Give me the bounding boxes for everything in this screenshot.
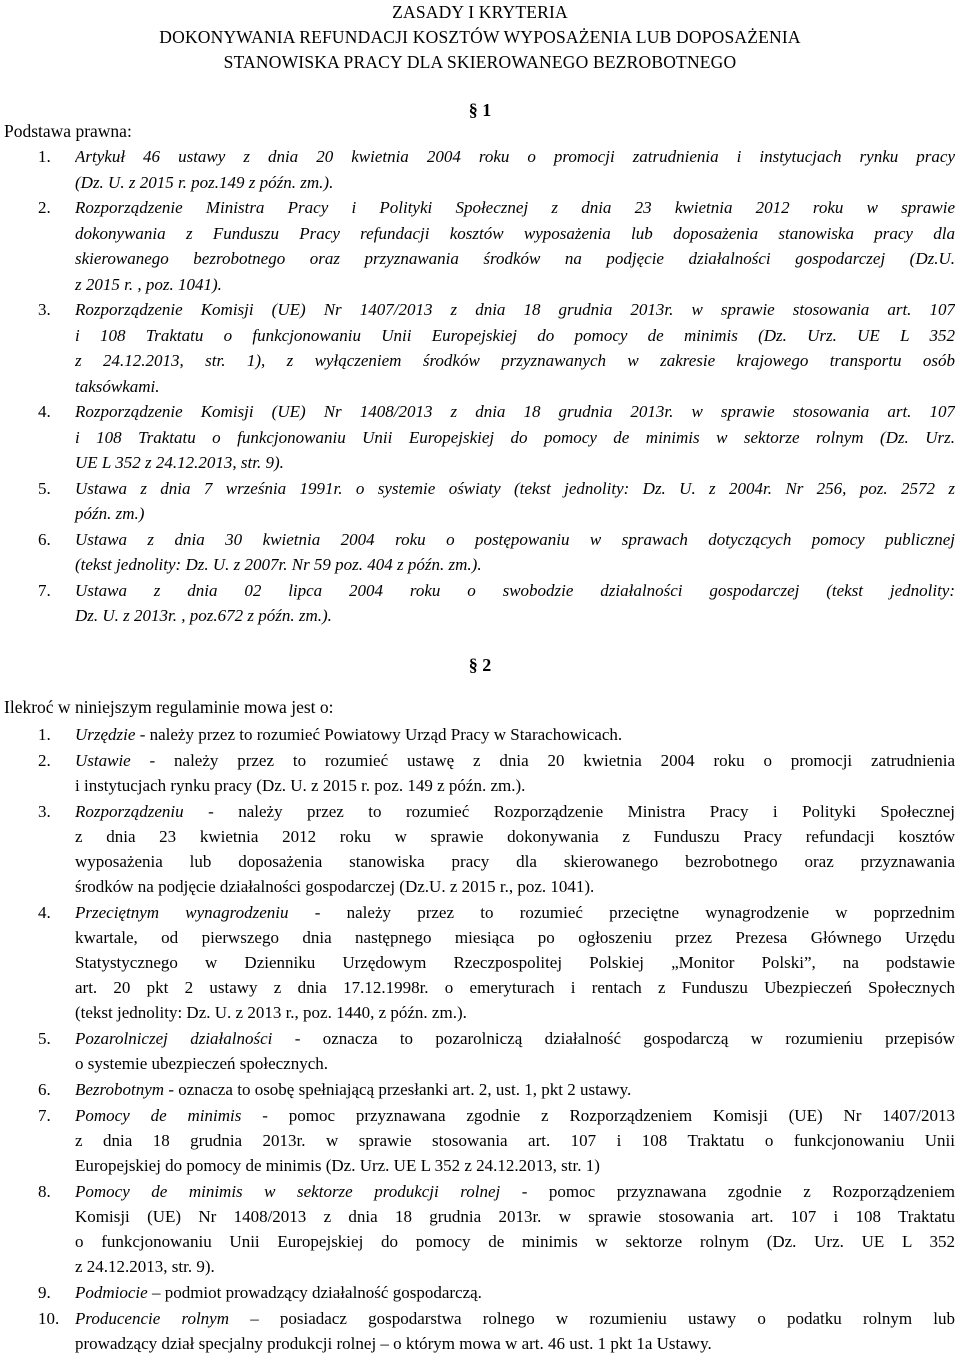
list-item-text [75,399,955,476]
line-text: z dnia 23 kwietnia 2012 roku w sprawie dokonywania z Funduszu Pracy refundacji kosztów [75,827,955,846]
line-text: (tekst jednolity: Dz. U. z 2013 r., poz. 1440, z późn. zm.). [75,1003,467,1022]
list-item-text [75,748,955,798]
definition-text: - pomoc przyznawana zgodnie z Rozporządzeniem [500,1182,955,1201]
line-text: Statystycznego w Dzienniku Urzędowym Rzeczpospolitej Polskiej „Monitor Polski”, na podstawie [75,953,955,972]
list-item-number: 9. [38,1283,51,1302]
line-text: Dz. U. z 2013r. , poz.672 z późn. zm.). [75,606,332,625]
line-text: o systemie ubezpieczeń społecznych. [75,1054,329,1073]
list-item-text [75,799,955,899]
definition-text: - należy przez to rozumieć Powiatowy Urząd Pracy w Starachowicach. [135,725,623,744]
line-text: Rozporządzenie Komisji (UE) Nr 1407/2013 z dnia 18 grudnia 2013r. w sprawie stosowania art. 107 [75,300,955,319]
title-line-2: DOKONYWANIA REFUNDACJI KOSZTÓW WYPOSAŻENIA LUB DOPOSAŻENIA [159,27,801,47]
section-2-heading: § 2 [468,655,492,675]
defined-term: Przeciętnym wynagrodzeniu [75,903,289,922]
line-text: prowadzący dział specjalny produkcji rolnej – o którym mowa w art. 46 ust. 1 pkt 1a Ustawy. [75,1334,712,1353]
line-text: późn. zm.) [75,504,145,523]
list-item-text [75,578,955,629]
line-text: z dnia 18 grudnia 2013r. w sprawie stosowania art. 107 i 108 Traktatu o funkcjonowaniu Unii [75,1131,955,1150]
list-item-number: 7. [38,1106,51,1125]
list-item-number: 5. [38,478,51,498]
line-text: Ustawa z dnia 02 lipca 2004 roku o swobodzie działalności gospodarczej (tekst jednolity: [75,580,955,600]
definition-text: - pomoc przyznawana zgodnie z Rozporządzeniem Komisji (UE) Nr 1407/2013 [241,1106,955,1125]
list-item-text [75,297,955,399]
definition-text: - oznacza to pozarolniczą działalność gospodarczą w rozumieniu przepisów [272,1029,955,1048]
defined-term: Pozarolniczej działalności [75,1029,273,1048]
line-text: Rozporządzenie Ministra Pracy i Polityki Społecznej z dnia 23 kwietnia 2012 roku w sprawie [75,198,955,217]
title-line-3: STANOWISKA PRACY DLA SKIEROWANEGO BEZROBOTNEGO [223,52,737,72]
line-text: i 108 Traktatu o funkcjonowaniu Unii Europejskiej do pomocy de minimis w sektorze rolnym (Dz. Urz. [75,427,955,447]
defined-term: Rozporządzeniu [75,802,184,821]
line-text: i instytucjach rynku pracy (Dz. U. z 2015 r. poz. 149 z późn. zm.). [75,776,526,795]
definition-text: - należy przez to rozumieć ustawę z dnia 20 kwietnia 2004 roku o promocji zatrudnienia [130,751,955,770]
list-item-number: 4. [38,903,51,922]
defined-term: Ustawie [75,751,131,770]
line-text: i 108 Traktatu o funkcjonowaniu Unii Europejskiej do pomocy de minimis (Dz. Urz. UE L 352 [75,325,955,345]
list-item-text [75,1179,955,1279]
list-item-text [75,722,955,747]
line-text: środków na podjęcie działalności gospodarczej (Dz.U. z 2015 r., poz. 1041). [75,877,595,896]
definition-text: – posiadacz gospodarstwa rolnego w rozumieniu ustawy o podatku rolnym lub [229,1309,955,1328]
line-text: Rozporządzenie Komisji (UE) Nr 1408/2013 z dnia 18 grudnia 2013r. w sprawie stosowania art. 107 [75,402,955,421]
list-item-number: 8. [38,1182,51,1201]
title-line-1: ZASADY I KRYTERIA [392,2,568,22]
list-item-text [75,1103,955,1178]
line-text: Komisji (UE) Nr 1408/2013 z dnia 18 grudnia 2013r. w sprawie stosowania art. 107 i 108 Traktatu [75,1207,955,1226]
section-1-label: Podstawa prawna: [4,121,132,141]
list-item-text [75,195,955,297]
defined-term: Bezrobotnym [75,1080,165,1099]
definition-text: - należy przez to rozumieć Rozporządzenie Ministra Pracy i Polityki Społecznej [183,802,955,821]
list-item-number: 10. [38,1309,60,1328]
list-item-number: 3. [38,802,51,821]
section-2-label: Ilekroć w niniejszym regulaminie mowa jest o: [4,697,334,717]
definition-text: – podmiot prowadzący działalność gospodarczą. [147,1283,482,1302]
line-text: Ustawa z dnia 7 września 1991r. o systemie oświaty (tekst jednolity: Dz. U. z 2004r. Nr 256, poz. 2572 z [75,478,955,498]
list-item-number: 4. [38,402,51,421]
list-item-number: 7. [38,580,51,600]
document-title [0,0,960,75]
definition-text: - oznacza to osobę spełniającą przesłanki art. 2, ust. 1, pkt 2 ustawy. [164,1080,632,1099]
list-item-text [75,1306,955,1356]
list-item-text [75,1077,955,1102]
defined-term: Pomocy de minimis w sektorze produkcji rolnej [75,1182,501,1201]
list-item-text [75,900,955,1025]
line-text: art. 20 pkt 2 ustawy z dnia 17.12.1998r. o emeryturach i rentach z Funduszu Ubezpieczeń Społecznych [75,978,955,997]
line-text: z 24.12.2013, str. 1), z wyłączeniem środków przyznawanych w zakresie krajowego transportu osób [75,351,955,370]
line-text: skierowanego bezrobotnego oraz przyznawania środków na podjęcie działalności gospodarczej (Dz.U. [75,249,955,268]
line-text: UE L 352 z 24.12.2013, str. 9). [75,453,284,472]
line-text: z 2015 r. , poz. 1041). [75,274,222,294]
line-text: (tekst jednolity: Dz. U. z 2007r. Nr 59 poz. 404 z późn. zm.). [75,555,482,574]
defined-term: Pomocy de minimis [75,1106,242,1125]
line-text: wyposażenia lub doposażenia stanowiska pracy dla skierowanego bezrobotnego oraz przyznawania [75,852,955,871]
defined-term: Podmiocie [75,1283,148,1302]
list-item-text [75,527,955,578]
list-item-number: 1. [38,725,51,744]
line-text: Ustawa z dnia 30 kwietnia 2004 roku o postępowaniu w sprawach dotyczących pomocy publicznej [75,529,955,549]
definition-text: - należy przez to rozumieć przeciętne wynagrodzenie w poprzednim [288,903,955,922]
list-item-text [75,476,955,527]
list-item-number: 6. [38,1080,51,1099]
line-text: kwartale, od pierwszego dnia następnego miesiąca po ogłoszeniu przez Prezesa Głównego Urzędu [75,928,955,947]
section-1-heading: § 1 [468,100,492,120]
list-item-text [75,1280,955,1305]
line-text: Europejskiej do pomocy de minimis (Dz. Urz. UE L 352 z 24.12.2013, str. 1) [75,1156,600,1175]
line-text: Artykuł 46 ustawy z dnia 20 kwietnia 2004 roku o promocji zatrudnienia i instytucjach rynku pracy [75,147,955,166]
list-item-text [75,1026,955,1076]
list-item-number: 6. [38,529,51,549]
list-item-text [75,144,955,195]
list-item-number: 2. [38,198,51,217]
list-item-number: 5. [38,1029,51,1048]
list-item-number: 3. [38,300,51,319]
defined-term: Urzędzie [75,725,136,744]
list-item-number: 2. [38,751,51,770]
list-item-number: 1. [38,147,51,166]
line-text: o funkcjonowaniu Unii Europejskiej do pomocy de minimis w sektorze rolnym (Dz. Urz. UE L 352 [75,1232,955,1251]
line-text: dokonywania z Funduszu Pracy refundacji kosztów wyposażenia lub doposażenia stanowiska pracy dla [75,223,955,243]
line-text: (Dz. U. z 2015 r. poz.149 z późn. zm.). [75,172,334,192]
line-text: z 24.12.2013, str. 9). [75,1257,215,1276]
line-text: taksówkami. [75,376,160,396]
defined-term: Producencie rolnym [75,1309,229,1328]
